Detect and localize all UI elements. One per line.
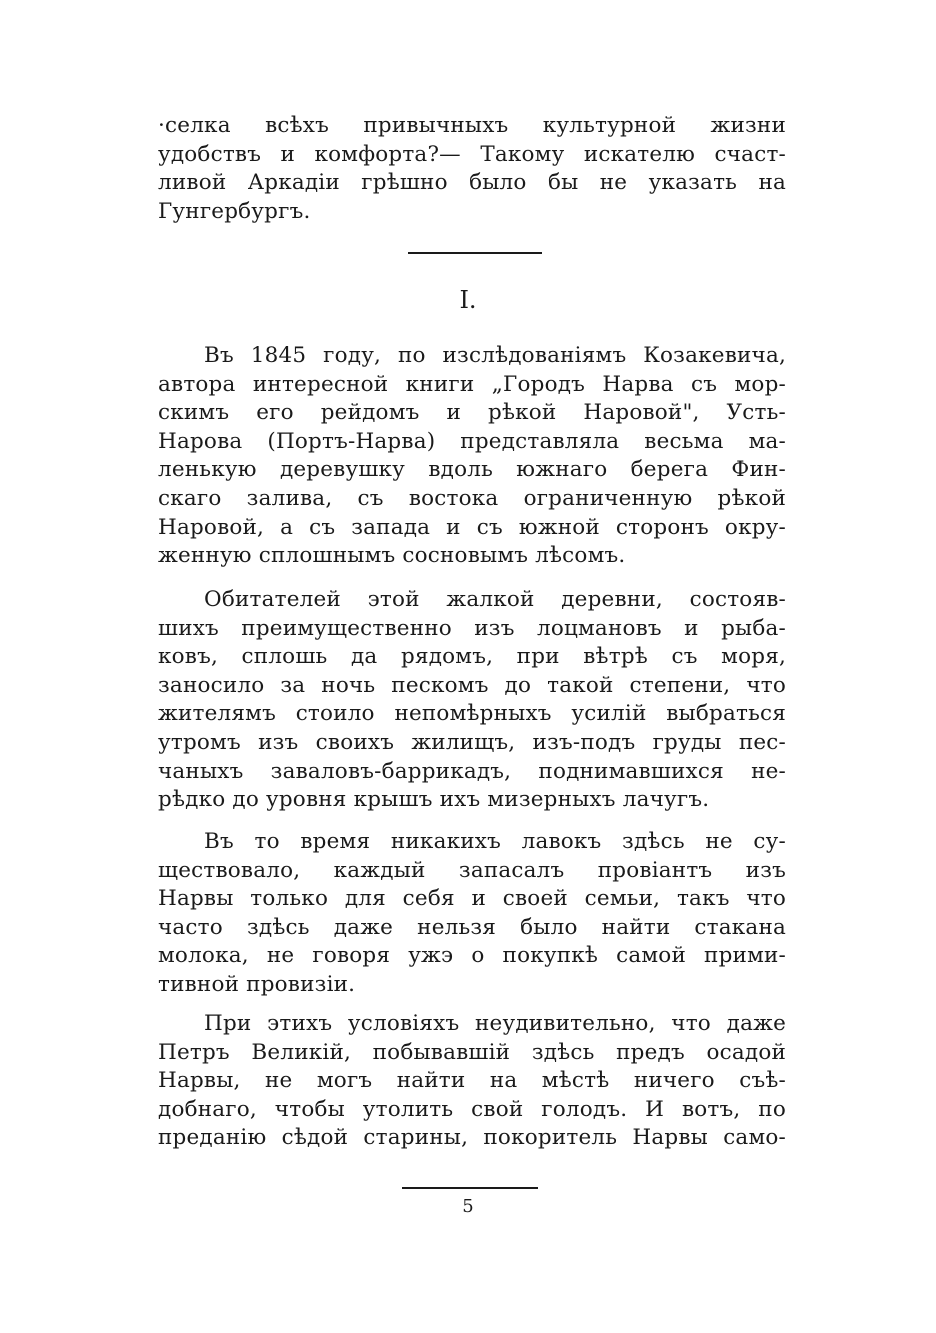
paragraph-4 <box>158 1010 786 1153</box>
page-number: 5 <box>462 1196 474 1217</box>
text-line: скаго залива, съ востока ограниченную рѣкой <box>158 485 786 511</box>
text-line: Нарвы, не могъ найти на мѣстѣ ничего съѣ- <box>158 1068 786 1094</box>
text-line: часто здѣсь даже нельзя было найти стакана <box>158 914 786 940</box>
text-line: Гунгербургъ. <box>158 198 311 224</box>
text-line: автора интересной книги „Городъ Нарва съ мор- <box>158 371 786 397</box>
text-line: Въ 1845 году, по изслѣдованіямъ Козакевича, <box>204 343 786 368</box>
text-line: тивной провизіи. <box>158 971 356 997</box>
text-line: Наровой, а съ запада и съ южной сторонъ окру- <box>158 514 786 540</box>
text-line: ливой Аркадіи грѣшно было бы не указать на <box>158 170 786 196</box>
text-line: ковъ, сплошь да рядомъ, при вѣтрѣ съ моря, <box>158 644 786 670</box>
text-line: При этихъ условіяхъ неудивительно, что даже <box>204 1011 786 1036</box>
text-line: Обитателей этой жалкой деревни, состояв- <box>204 587 786 612</box>
text-line: преданію сѣдой старины, покоритель Нарвы само- <box>158 1125 786 1151</box>
text-line: заносило за ночь пескомъ до такой степени, что <box>158 672 786 698</box>
text-line: скимъ его рейдомъ и рѣкой Наровой", Усть- <box>158 400 786 426</box>
text-line: Петръ Великій, побывавшій здѣсь предъ осадой <box>158 1039 786 1065</box>
text-line: молока, не говоря ужэ о покупкѣ самой прими- <box>158 943 786 969</box>
footer-divider <box>402 1187 538 1189</box>
intro-text <box>158 112 786 226</box>
text-line: шихъ преимущественно изъ лоцмановъ и рыба- <box>158 615 786 641</box>
text-line: Въ то время никакихъ лавокъ здѣсь не су- <box>204 829 786 854</box>
text-line: ществовало, каждый запасалъ провіантъ изъ <box>158 857 786 883</box>
section-divider <box>408 252 542 254</box>
text-line: ·селка всѣхъ привычныхъ культурной жизни <box>158 113 786 138</box>
text-line: ленькую деревушку вдоль южнаго берега Фин- <box>158 457 786 483</box>
paragraph-1 <box>158 342 786 571</box>
text-line: Нарвы только для себя и своей семьи, такъ что <box>158 886 786 912</box>
text-line: удобствъ и комфорта?— Такому искателю счаст- <box>158 141 786 167</box>
text-line: утромъ изъ своихъ жилищъ, изъ-подъ груды пес- <box>158 729 786 755</box>
text-line: рѣдко до уровня крышъ ихъ мизерныхъ лачугъ. <box>158 787 710 813</box>
paragraph-3 <box>158 828 786 1000</box>
text-line: жителямъ стоило непомѣрныхъ усилій выбраться <box>158 701 786 727</box>
text-line: женную сплошнымъ сосновымъ лѣсомъ. <box>158 543 626 569</box>
text-line: добнаго, чтобы утолить свой голодъ. И вотъ, по <box>158 1096 786 1122</box>
section-heading: I. <box>459 286 477 314</box>
text-line: чаныхъ заваловъ-баррикадъ, поднимавшихся не- <box>158 758 786 784</box>
text-line: Нарова (Портъ-Нарва) представляла весьма ма- <box>158 428 786 454</box>
paragraph-2 <box>158 586 786 815</box>
